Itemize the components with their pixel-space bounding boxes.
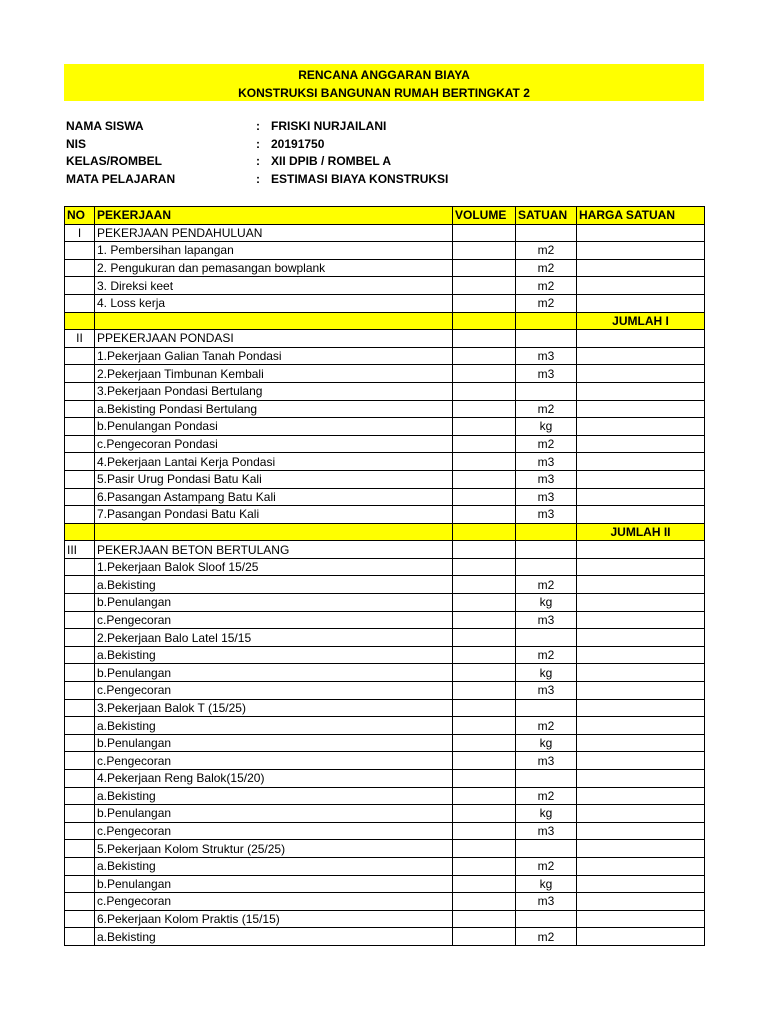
cell-harga-satuan	[577, 365, 705, 383]
subtotal-row	[65, 312, 705, 330]
cell-volume	[453, 928, 516, 946]
cell-satuan: m3	[516, 365, 577, 383]
cell-harga-satuan	[577, 242, 705, 260]
cell-pekerjaan: 2.Pekerjaan Timbunan Kembali	[95, 365, 453, 383]
cell-no	[65, 928, 95, 946]
cell-harga-satuan	[577, 435, 705, 453]
cell-pekerjaan: a.Bekisting	[95, 857, 453, 875]
cell-no	[65, 294, 95, 312]
cell-volume	[453, 629, 516, 647]
cell-harga-satuan	[577, 805, 705, 823]
cell-pekerjaan: 2.Pekerjaan Balo Latel 15/15	[95, 629, 453, 647]
cell-volume	[453, 418, 516, 436]
cell-pekerjaan: 4.Pekerjaan Reng Balok(15/20)	[95, 770, 453, 788]
cell-satuan	[516, 224, 577, 242]
cell-satuan	[516, 558, 577, 576]
cell-pekerjaan: 3.Pekerjaan Balok T (15/25)	[95, 699, 453, 717]
cell-pekerjaan: 4.Pekerjaan Lantai Kerja Pondasi	[95, 453, 453, 471]
header-harga-satuan: HARGA SATUAN	[577, 207, 705, 225]
cell-no	[65, 646, 95, 664]
cell-satuan	[516, 382, 577, 400]
cell-satuan: m2	[516, 435, 577, 453]
cell-pekerjaan: a.Bekisting Pondasi Bertulang	[95, 400, 453, 418]
cell-satuan: m2	[516, 277, 577, 295]
cell-harga-satuan	[577, 893, 705, 911]
cell-no	[65, 594, 95, 612]
cell-satuan: m3	[516, 893, 577, 911]
cell-satuan	[516, 312, 577, 330]
table-body	[65, 224, 705, 945]
table-row	[65, 594, 705, 612]
info-colon: :	[256, 119, 260, 133]
cost-table	[64, 206, 705, 946]
cell-volume	[453, 488, 516, 506]
cell-volume	[453, 470, 516, 488]
table-row	[65, 629, 705, 647]
cell-harga-satuan	[577, 488, 705, 506]
table-row	[65, 840, 705, 858]
cell-harga-satuan	[577, 910, 705, 928]
cell-volume	[453, 805, 516, 823]
table-row	[65, 770, 705, 788]
cell-no	[65, 418, 95, 436]
cell-harga-satuan	[577, 418, 705, 436]
table-row	[65, 488, 705, 506]
cell-no	[65, 699, 95, 717]
cell-volume	[453, 224, 516, 242]
info-label: MATA PELAJARAN	[66, 171, 176, 186]
cell-no	[65, 910, 95, 928]
cell-no	[65, 717, 95, 735]
cell-volume	[453, 242, 516, 260]
table-row	[65, 910, 705, 928]
info-colon: :	[256, 154, 260, 168]
cell-satuan: m3	[516, 682, 577, 700]
cell-no	[65, 875, 95, 893]
cell-satuan: m3	[516, 822, 577, 840]
cell-pekerjaan: 1. Pembersihan lapangan	[95, 242, 453, 260]
cell-pekerjaan: c.Pengecoran	[95, 822, 453, 840]
table-row	[65, 752, 705, 770]
table-row	[65, 242, 705, 260]
table-row	[65, 418, 705, 436]
cell-harga-satuan	[577, 734, 705, 752]
cell-volume	[453, 400, 516, 418]
cell-harga-satuan	[577, 611, 705, 629]
cell-pekerjaan: 3.Pekerjaan Pondasi Bertulang	[95, 382, 453, 400]
cell-harga-satuan	[577, 259, 705, 277]
table-row	[65, 805, 705, 823]
cell-pekerjaan: 1.Pekerjaan Balok Sloof 15/25	[95, 558, 453, 576]
cell-satuan	[516, 541, 577, 559]
cell-pekerjaan: a.Bekisting	[95, 787, 453, 805]
cell-no	[65, 752, 95, 770]
cell-harga-satuan	[577, 629, 705, 647]
cell-no: III	[65, 541, 95, 559]
cell-no	[65, 312, 95, 330]
cell-pekerjaan: a.Bekisting	[95, 576, 453, 594]
cell-satuan	[516, 910, 577, 928]
cell-pekerjaan: 1.Pekerjaan Galian Tanah Pondasi	[95, 347, 453, 365]
table-row	[65, 857, 705, 875]
cell-harga-satuan	[577, 770, 705, 788]
cell-satuan: m2	[516, 787, 577, 805]
cell-pekerjaan: b.Penulangan	[95, 664, 453, 682]
cell-no	[65, 259, 95, 277]
cell-satuan: m2	[516, 646, 577, 664]
cell-satuan: m2	[516, 400, 577, 418]
info-colon: :	[256, 136, 260, 151]
cell-harga-satuan	[577, 699, 705, 717]
title-band	[64, 64, 704, 101]
cell-harga-satuan	[577, 506, 705, 524]
cell-no: II	[65, 330, 95, 348]
cell-no	[65, 664, 95, 682]
cell-no	[65, 347, 95, 365]
cell-volume	[453, 893, 516, 911]
cell-volume	[453, 646, 516, 664]
cell-volume	[453, 857, 516, 875]
cell-no	[65, 611, 95, 629]
cell-pekerjaan: PPEKERJAAN PONDASI	[95, 330, 453, 348]
cell-no	[65, 682, 95, 700]
cell-pekerjaan: 6.Pekerjaan Kolom Praktis (15/15)	[95, 910, 453, 928]
cell-volume	[453, 594, 516, 612]
document-title: RENCANA ANGGARAN BIAYA	[298, 68, 470, 82]
cell-no	[65, 822, 95, 840]
cell-satuan: m2	[516, 294, 577, 312]
cell-volume	[453, 259, 516, 277]
cell-satuan: m3	[516, 453, 577, 471]
cell-volume	[453, 611, 516, 629]
cell-satuan: m3	[516, 752, 577, 770]
cell-pekerjaan: 2. Pengukuran dan pemasangan bowplank	[95, 259, 453, 277]
cell-no	[65, 400, 95, 418]
table-row	[65, 506, 705, 524]
header-pekerjaan: PEKERJAAN	[95, 207, 453, 225]
cell-satuan	[516, 770, 577, 788]
info-colon: :	[256, 171, 260, 186]
cell-harga-satuan	[577, 875, 705, 893]
cell-harga-satuan	[577, 541, 705, 559]
header-volume: VOLUME	[453, 207, 516, 225]
cell-no	[65, 629, 95, 647]
cell-volume	[453, 523, 516, 541]
cell-no	[65, 805, 95, 823]
cell-pekerjaan: b.Penulangan	[95, 594, 453, 612]
table-row	[65, 259, 705, 277]
cell-no	[65, 893, 95, 911]
cell-harga-satuan	[577, 347, 705, 365]
cell-harga-satuan	[577, 453, 705, 471]
cell-pekerjaan: b.Penulangan	[95, 875, 453, 893]
document-subtitle: KONSTRUKSI BANGUNAN RUMAH BERTINGKAT 2	[238, 86, 530, 100]
cell-volume	[453, 382, 516, 400]
info-value: ESTIMASI BIAYA KONSTRUKSI	[271, 171, 449, 186]
cell-satuan	[516, 840, 577, 858]
table-row	[65, 928, 705, 946]
table-row	[65, 365, 705, 383]
cell-satuan: m3	[516, 488, 577, 506]
cell-no	[65, 453, 95, 471]
cell-harga-satuan	[577, 682, 705, 700]
info-label: NIS	[66, 136, 87, 151]
cell-harga-satuan	[577, 277, 705, 295]
cell-pekerjaan	[95, 312, 453, 330]
table-row	[65, 224, 705, 242]
info-value: 20191750	[271, 136, 325, 151]
cell-volume	[453, 822, 516, 840]
cell-no	[65, 770, 95, 788]
cell-volume	[453, 770, 516, 788]
cell-harga-satuan	[577, 822, 705, 840]
cell-harga-satuan	[577, 382, 705, 400]
table-row	[65, 330, 705, 348]
cell-satuan: kg	[516, 664, 577, 682]
table-row	[65, 382, 705, 400]
subtotal-label: JUMLAH I	[577, 312, 705, 330]
table-row	[65, 453, 705, 471]
cell-no	[65, 435, 95, 453]
cell-no	[65, 558, 95, 576]
cell-harga-satuan	[577, 787, 705, 805]
cell-no	[65, 242, 95, 260]
table-row	[65, 470, 705, 488]
table-row	[65, 541, 705, 559]
cell-pekerjaan: 6.Pasangan Astampang Batu Kali	[95, 488, 453, 506]
cell-no	[65, 365, 95, 383]
cell-harga-satuan	[577, 294, 705, 312]
cell-pekerjaan: 3. Direksi keet	[95, 277, 453, 295]
table-row	[65, 277, 705, 295]
cell-volume	[453, 664, 516, 682]
cell-satuan: m2	[516, 576, 577, 594]
cell-satuan: m3	[516, 347, 577, 365]
cell-harga-satuan	[577, 330, 705, 348]
cell-harga-satuan	[577, 646, 705, 664]
cell-satuan: m2	[516, 717, 577, 735]
cell-harga-satuan	[577, 470, 705, 488]
cell-volume	[453, 910, 516, 928]
cell-volume	[453, 682, 516, 700]
cell-satuan: m2	[516, 242, 577, 260]
table-row	[65, 294, 705, 312]
cell-volume	[453, 840, 516, 858]
cell-satuan: kg	[516, 875, 577, 893]
cell-harga-satuan	[577, 664, 705, 682]
cell-pekerjaan: b.Penulangan	[95, 805, 453, 823]
cell-satuan	[516, 699, 577, 717]
cell-satuan	[516, 330, 577, 348]
table-row	[65, 558, 705, 576]
table-row	[65, 611, 705, 629]
cell-volume	[453, 330, 516, 348]
cell-volume	[453, 734, 516, 752]
table-row	[65, 822, 705, 840]
cell-pekerjaan: b.Penulangan Pondasi	[95, 418, 453, 436]
cell-harga-satuan	[577, 717, 705, 735]
cell-no	[65, 734, 95, 752]
cell-harga-satuan	[577, 400, 705, 418]
cell-volume	[453, 717, 516, 735]
cell-pekerjaan: 5.Pekerjaan Kolom Struktur (25/25)	[95, 840, 453, 858]
cell-no	[65, 840, 95, 858]
info-label: NAMA SISWA	[66, 119, 144, 133]
cell-no	[65, 470, 95, 488]
table-row	[65, 576, 705, 594]
cell-volume	[453, 875, 516, 893]
table-row	[65, 699, 705, 717]
cell-volume	[453, 453, 516, 471]
cell-no	[65, 857, 95, 875]
cell-pekerjaan: c.Pengecoran	[95, 752, 453, 770]
subtotal-label: JUMLAH II	[577, 523, 705, 541]
cell-no	[65, 488, 95, 506]
cell-harga-satuan	[577, 928, 705, 946]
table-row	[65, 717, 705, 735]
cell-satuan: m2	[516, 857, 577, 875]
cell-pekerjaan: 5.Pasir Urug Pondasi Batu Kali	[95, 470, 453, 488]
cell-satuan: kg	[516, 805, 577, 823]
cell-satuan: m3	[516, 506, 577, 524]
cell-no	[65, 576, 95, 594]
cell-volume	[453, 435, 516, 453]
cell-satuan: m3	[516, 470, 577, 488]
cell-harga-satuan	[577, 576, 705, 594]
cell-satuan: m3	[516, 611, 577, 629]
cell-pekerjaan: a.Bekisting	[95, 717, 453, 735]
table-row	[65, 682, 705, 700]
cell-satuan: m2	[516, 928, 577, 946]
table-header-row	[65, 207, 705, 225]
table-row	[65, 435, 705, 453]
table-row	[65, 734, 705, 752]
cell-volume	[453, 277, 516, 295]
cell-harga-satuan	[577, 558, 705, 576]
cell-volume	[453, 558, 516, 576]
table-row	[65, 400, 705, 418]
cell-harga-satuan	[577, 857, 705, 875]
cell-satuan	[516, 523, 577, 541]
info-value: FRISKI NURJAILANI	[271, 119, 387, 133]
cell-pekerjaan: 4. Loss kerja	[95, 294, 453, 312]
cell-harga-satuan	[577, 752, 705, 770]
cell-volume	[453, 576, 516, 594]
cell-pekerjaan: b.Penulangan	[95, 734, 453, 752]
cell-volume	[453, 787, 516, 805]
cell-pekerjaan	[95, 523, 453, 541]
header-satuan: SATUAN	[516, 207, 577, 225]
cell-volume	[453, 312, 516, 330]
cell-volume	[453, 541, 516, 559]
cell-volume	[453, 347, 516, 365]
cell-pekerjaan: c.Pengecoran	[95, 682, 453, 700]
cell-no: I	[65, 224, 95, 242]
table-row	[65, 787, 705, 805]
cell-no	[65, 523, 95, 541]
cell-volume	[453, 752, 516, 770]
cell-satuan: kg	[516, 734, 577, 752]
table-row	[65, 347, 705, 365]
table-row	[65, 646, 705, 664]
cell-satuan: m2	[516, 259, 577, 277]
cell-pekerjaan: PEKERJAAN PENDAHULUAN	[95, 224, 453, 242]
cell-pekerjaan: a.Bekisting	[95, 646, 453, 664]
cell-volume	[453, 506, 516, 524]
cell-no	[65, 277, 95, 295]
cell-harga-satuan	[577, 224, 705, 242]
subtotal-row	[65, 523, 705, 541]
cell-no	[65, 787, 95, 805]
cell-satuan: kg	[516, 594, 577, 612]
cell-volume	[453, 294, 516, 312]
info-label: KELAS/ROMBEL	[66, 154, 162, 168]
table-row	[65, 664, 705, 682]
info-value: XII DPIB / ROMBEL A	[271, 154, 392, 168]
header-no: NO	[65, 207, 95, 225]
cell-pekerjaan: c.Pengecoran	[95, 611, 453, 629]
cell-pekerjaan: c.Pengecoran	[95, 893, 453, 911]
table-row	[65, 875, 705, 893]
cell-satuan	[516, 629, 577, 647]
cell-volume	[453, 365, 516, 383]
table-row	[65, 893, 705, 911]
cell-no	[65, 506, 95, 524]
cell-harga-satuan	[577, 594, 705, 612]
cell-volume	[453, 699, 516, 717]
cell-pekerjaan: c.Pengecoran Pondasi	[95, 435, 453, 453]
cell-harga-satuan	[577, 840, 705, 858]
cell-pekerjaan: PEKERJAAN BETON BERTULANG	[95, 541, 453, 559]
cell-satuan: kg	[516, 418, 577, 436]
cell-no	[65, 382, 95, 400]
cell-pekerjaan: a.Bekisting	[95, 928, 453, 946]
cell-pekerjaan: 7.Pasangan Pondasi Batu Kali	[95, 506, 453, 524]
